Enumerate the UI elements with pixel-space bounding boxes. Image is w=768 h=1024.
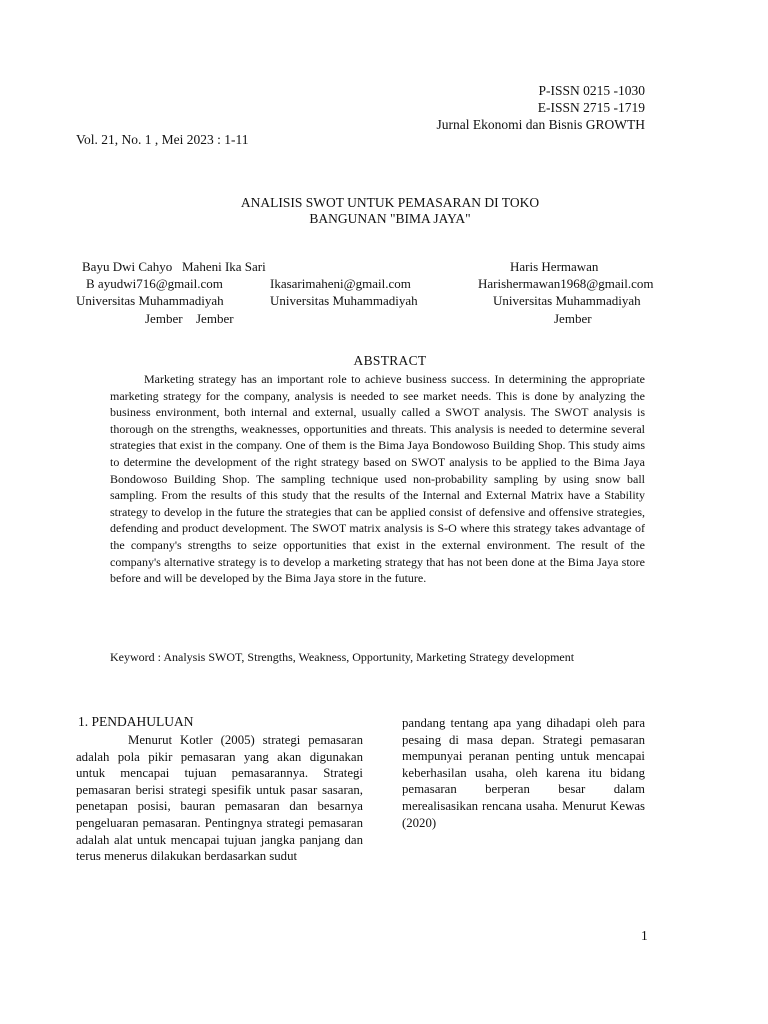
e-issn: E-ISSN 2715 -1719 — [537, 100, 645, 115]
author-2-city: Jember — [196, 311, 234, 326]
abstract-body: Marketing strategy has an important role to achieve business success. In determining the appropriate marketing strategy for the company, analysis is needed to see market needs. This is done by analyzing the business environment, both internal and external, usually called a SWOT analysis. The SWOT analysis is thorough on the strengths, weaknesses, opportunities and threats. This analysis is needed to determine several strategies that exist in the company. One of them is the Bima Jaya Bondowoso Building Shop. This study aims to determine the development of the right strategy based on SWOT analysis to be applied to the Bima Jaya Bondowoso Building Shop. The sampling technique used non-probability sampling by using snow ball sampling. From the results of this study that the results of the Internal and External Matrix have a Stability strategy to develop in the future the strategies that can be applied consist of defensive and offensive strategies, defending and product development. The SWOT matrix analysis is S-O where this strategy takes advantage of the company's strengths to seize opportunities that exist in the external environment. The result of the company's alternative strategy is to develop a marketing strategy that has not been done at the Bima Jaya store before and will be developed by the Bima Jaya store in the future. — [110, 372, 645, 586]
author-3-name: Haris Hermawan — [510, 259, 599, 274]
author-3-email: Harishermawan1968@gmail.com — [478, 276, 654, 291]
author-2-email: Ikasarimaheni@gmail.com — [270, 276, 411, 291]
author-3-city: Jember — [554, 311, 592, 326]
author-1-city: Jember — [145, 311, 183, 326]
p-issn: P-ISSN 0215 -1030 — [538, 83, 645, 98]
keywords: Keyword : Analysis SWOT, Strengths, Weakness, Opportunity, Marketing Strategy development — [110, 650, 575, 664]
author-1-affiliation: Universitas Muhammadiyah — [76, 293, 224, 308]
author-2-affiliation: Universitas Muhammadiyah — [270, 293, 418, 308]
section-left-column: Menurut Kotler (2005) strategi pemasaran adalah pola pikir pemasaran yang akan digunakan untuk mencapai tujuan pemasarannya. Strategi pemasaran berisi strategi spesifik untuk pasar sasaran, penetapan posisi, bauran pemasaran dan besarnya pengeluaran pemasaran. Pentingnya strategi pemasaran adalah alat untuk mencapai tujuan jangka panjang dan terus menerus dilakukan berdasarkan sudut — [76, 733, 363, 864]
author-3-affiliation: Universitas Muhammadiyah — [493, 293, 641, 308]
paper-title-line1: ANALISIS SWOT UNTUK PEMASARAN DI TOKO — [240, 195, 540, 210]
author-1-email: B ayudwi716@gmail.com — [86, 276, 223, 291]
section-heading: 1. PENDAHULUAN — [78, 714, 194, 729]
author-1-name: Bayu Dwi Cahyo — [82, 259, 173, 274]
journal-name: Jurnal Ekonomi dan Bisnis GROWTH — [436, 117, 645, 132]
abstract-heading: ABSTRACT — [353, 353, 427, 368]
volume-info: Vol. 21, No. 1 , Mei 2023 : 1-11 — [76, 132, 249, 147]
author-2-name: Maheni Ika Sari — [182, 259, 266, 274]
paper-title-line2: BANGUNAN "BIMA JAYA" — [309, 211, 471, 226]
section-right-column: pandang tentang apa yang dihadapi oleh para pesaing di masa depan. Strategi pemasaran mempunyai peranan penting untuk mencapai keberhasilan usaha, oleh karena itu bidang pemasaran berperan besar dalam merealisasikan rencana usaha. Menurut Kewas (2020) — [402, 716, 645, 830]
page-number: 1 — [641, 928, 648, 943]
